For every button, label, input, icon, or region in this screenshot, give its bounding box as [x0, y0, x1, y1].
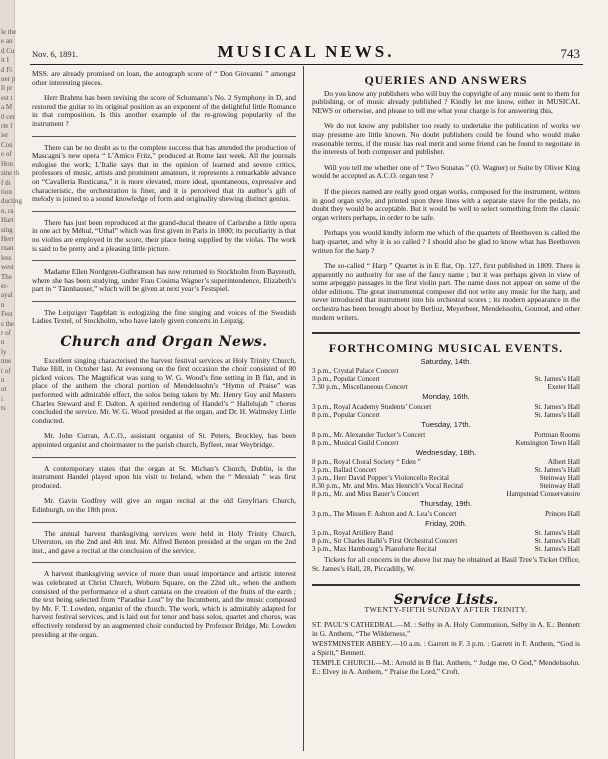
page-header [32, 43, 580, 65]
event-description: 3 p.m., Royal Artillery Band [312, 529, 393, 538]
divider [32, 457, 296, 458]
event-row [312, 529, 580, 537]
event-venue: St. James’s Hall [534, 375, 580, 384]
event-venue: Princes Hall [545, 509, 580, 518]
adjacent-page-line: er- [1, 281, 9, 290]
event-day-heading: Saturday, 14th. [420, 356, 472, 366]
adjacent-page-line: e an [1, 37, 13, 46]
event-day-heading: Friday, 20th. [425, 518, 467, 528]
adjacent-page-line: Fest [1, 310, 13, 319]
events-list [312, 358, 580, 554]
event-venue: Portman Rooms [534, 430, 580, 439]
adjacent-page-line: Hon [1, 159, 14, 168]
adjacent-page-line: ayal [1, 291, 13, 300]
paragraph: There can be no doubt as to the complete success that has attended the production of Mascagni’s new opera “ L’Amico Fritz,” produced at Rome last week. All the journals eulogise the work; L’Italie says that in the opinion of learned and severe critics, professors of music, artists and prominent amateurs, it represents a remarkable advance on “Cavalleria Rusticana,” it is more elevated, more ideal, spontaneous, expressive and characteristic, the orchestration is finer, and it is perceived that its author’s gift of melody is joined to a sound knowledge of form and originality shewing distinct genius. [32, 142, 296, 204]
adjacent-page-text [1, 28, 22, 414]
event-venue: St. James’s Hall [534, 529, 580, 538]
page-number: 743 [560, 46, 580, 61]
event-description: 7.30 p.m., Miscellaneous Concert [312, 383, 408, 392]
event-venue: St. James’s Hall [534, 411, 580, 420]
event-description: 3 p.m., Ballad Concert [312, 466, 377, 475]
event-row [312, 490, 580, 498]
adjacent-page-line: rte f [1, 122, 13, 131]
divider [32, 211, 296, 212]
service-subtitle: TWENTY-FIFTH SUNDAY AFTER TRINITY. [364, 605, 528, 615]
event-row [312, 367, 580, 375]
paragraph: A contemporary states that the organ at St. Michan’s Church, Dublin, is the instrument Handel played upon his visit to Ireland, when the “ Messiah ” was first produced. [32, 463, 296, 490]
issue-date: Nov. 6, 1891. [32, 49, 78, 59]
paragraph: MSS. are already promised on loan, the autograph score of “ Don Giovanni ” amongst other interesting pieces. [32, 69, 296, 87]
adjacent-page-line: sing [1, 225, 13, 234]
adjacent-page-line: 0 cer [1, 112, 15, 121]
event-row [312, 411, 580, 419]
adjacent-page-line: ts [1, 404, 6, 413]
adjacent-page-line: r of [1, 329, 11, 337]
event-day-heading: Monday, 16th. [422, 392, 470, 402]
event-venue: St. James’s Hall [534, 545, 580, 554]
event-row [312, 510, 580, 518]
divider [312, 584, 580, 586]
paragraph: The Leipziger Tageblatt is eulogizing the fine singing and voices of the Swedish Ladies Textel, of Stockholm, who have lately given concerts in Leipzig. [32, 307, 296, 326]
adjacent-page-line: n, ra [1, 206, 14, 215]
divider [32, 522, 296, 523]
adjacent-page-line: ut [1, 385, 7, 394]
event-row [312, 431, 580, 439]
event-row [312, 375, 580, 383]
divider [312, 332, 580, 334]
divider [32, 301, 296, 302]
adjacent-page-line: it I [1, 56, 9, 65]
event-venue: St. James’s Hall [534, 403, 580, 412]
adjacent-page-line: e of [1, 150, 12, 159]
paragraph: A harvest thanksgiving service of more than usual importance and artistic interest was celebrated at Christ Church, Woburn Square, on the 22nd ult., when the anthem consisted of the performance of a short cantata on the creation of the fruits of the earth ; the text being selected from “Paradise Lost” by the Incumbent, and the music composed by Mr. F. T. Lowden, organist of the church. The work, which is admirably adapted for harvest festival services, and is laid out for tenor and bass solos, quartet and chorus, was effectively rendered by an augmented choir conducted by Professor Bridge, Mr. Lowden presiding at the organ. [32, 569, 296, 639]
event-description: 8 p.m., Popular Concert [312, 411, 380, 420]
right-column [312, 70, 580, 677]
left-column [32, 70, 296, 646]
adjacent-page-line: ner p [1, 75, 16, 84]
event-description: 3 p.m., Royal Academy Students’ Concert [312, 403, 432, 412]
paragraph: Mr. Gavin Godfrey will give an organ recital at the old Greyfriars Church, Edinburgh, on the 18th prox. [32, 496, 296, 514]
tickets-note: Tickets for all concerts in the above list may be obtained at Basil Tree’s Ticket Office, St. James’s Hall, 28, Piccadilly, W. [312, 555, 580, 573]
event-venue: Steinway Hall [539, 482, 580, 491]
header-rule [30, 64, 583, 65]
event-row [312, 466, 580, 474]
adjacent-page-line: le the [1, 28, 17, 36]
event-description: 3 p.m., Crystal Palace Concert [312, 367, 399, 376]
event-venue: Albert Hall [547, 458, 580, 467]
section-title-queries: QUERIES AND ANSWERS [364, 73, 528, 87]
adjacent-page-line: less [1, 253, 12, 262]
event-description: 8 p.m., Musical Guild Concert [312, 438, 399, 447]
query: Perhaps you would kindly inform me which of the quartets of Beethoven is called the harp quartet, and why it is so called ? I should also be glad to know what has Beethoven written for the harp ? [312, 228, 580, 255]
event-description: 8 p.m., Royal Choral Society “ Eden ” [312, 458, 421, 467]
section-title-events: FORTHCOMING MUSICAL EVENTS. [328, 341, 564, 356]
adjacent-page-line: n [1, 338, 5, 347]
event-description: 3 p.m., Max Hambourg’s Pianoforte Recital [312, 545, 437, 554]
adjacent-page-line: n [1, 376, 5, 385]
service-entry: TEMPLE CHURCH.—M.: Arnold in B flat. Anthem, “ Judge me, O God,” Mendelssohn. E.: Elvey in A. Anthem, “ Praise the Lord,” Croft. [312, 657, 580, 676]
event-venue: St. James’s Hall [534, 466, 580, 475]
event-row [312, 439, 580, 447]
event-row [312, 545, 580, 553]
event-day-heading: Tuesday, 17th. [421, 420, 471, 430]
divider [32, 136, 296, 137]
adjacent-page-line: west [1, 263, 14, 272]
adjacent-page-line: ly [1, 347, 7, 356]
adjacent-page-line: ducting [1, 197, 22, 206]
event-venue: St. James’s Hall [534, 537, 580, 546]
adjacent-page-line: f th [1, 178, 11, 187]
event-description: 8 p.m., Mr. Alexander Tucker’s Concert [312, 430, 426, 439]
event-venue: Exeter Hall [547, 383, 580, 392]
event-venue: Steinway Hall [539, 474, 580, 483]
event-description: 8.30 p.m., Mr. and Mrs. Max Henrich’s Vocal Recital [312, 482, 464, 491]
query: Will you tell me whether one of “ Two Sonatas ” (O. Wagner) or Suite by Oliver King would be accepted as A.C.O. organ test ? [312, 162, 580, 181]
event-row [312, 474, 580, 482]
event-description: 3 p.m., Herr David Popper’s Violoncello Recital [312, 474, 450, 483]
column-divider [303, 66, 304, 751]
answer: We do not know any publisher too ready to undertake the publication of works we may presume are little known. No doubt publishers could be found who would make reasonable terms, if the music has real merit and some friend can be found to negotiate in the interests of both composer and publisher. [312, 121, 580, 157]
event-row [312, 537, 580, 545]
event-venue: Hampstead Conservatoire [506, 490, 580, 499]
paragraph: The annual harvest thanksgiving services were held in Holy Trinity Church, Ulverston, on the 2nd and 4th inst. Mr. Alfred Benton presided at the organ on the 2nd inst., and gave a recital at the conclusion of the service. [32, 528, 296, 555]
event-row [312, 383, 580, 391]
divider [32, 562, 296, 563]
answer: If the pieces named are really good organ works, composed for the instrument, written in good organ style, and printed upon three lines with a separate stave for the pedals, no doubt they would be acceptable. But it would be well to select something from the classic organ writers perhaps, in order to be safe. [312, 186, 580, 222]
adjacent-page-line: Con [1, 140, 13, 149]
adjacent-page-line: nne [1, 357, 12, 366]
event-day-heading: Wednesday, 18th. [415, 447, 477, 457]
adjacent-page-line: ier [1, 131, 9, 140]
event-venue: Kensington Town Hall [515, 438, 580, 447]
adjacent-page-line: est t [1, 93, 13, 102]
adjacent-page-line: d Fi [1, 65, 13, 74]
adjacent-page-line: d Cu [1, 46, 15, 55]
event-row [312, 403, 580, 411]
paragraph: There has just been reproduced at the grand-ducal theatre of Carlsruhe a little opera in one act by Méhul, “Uthal” which was first given in Paris in 1800; its peculiarity is that no violins are employed in the score, their place being supplied by the violas. The work is said to be pretty and a pleasing little picture. [32, 217, 296, 253]
paragraph: Madame Ellen Nordgren-Gulbranson has now returned to Stockholm from Bayreuth, where she has been studying, under Frau Cosima Wagner’s superintendence, Elizabeth’s part in “ Tännhauser,” which will be given at next year’s Festspiel. [32, 267, 296, 294]
adjacent-page-edge [0, 0, 22, 759]
event-row [312, 458, 580, 466]
adjacent-page-line: The [1, 272, 12, 281]
answer: The so-called “ Harp ” Quartet is in E flat, Op. 127, first published in 1809. There is apparently no authority for use of the fancy name ; but it was perhaps given in view of some arpeggio passages in the first violin part. The name does not appear on some of the older editions. The great instrumental composer did not write any music for the harp, and never introduced that instrument into his orchestral scores ; its modern appearance in the orchestra has been brought about by Berlioz, Meyerbeer, Mendelssohn, Gounod, and other modern writers. [312, 261, 580, 322]
event-description: 8 p.m., Mr. and Miss Bauer’s Concert [312, 490, 420, 499]
event-venue [576, 367, 580, 375]
adjacent-page-line: s the [1, 319, 15, 328]
adjacent-page-line: i [1, 394, 3, 403]
adjacent-page-line: a M [1, 103, 13, 112]
adjacent-page-line: sine th [1, 169, 20, 178]
adjacent-page-line: tion [1, 187, 12, 196]
adjacent-page-line: Herr [1, 234, 14, 243]
divider [32, 260, 296, 261]
event-description: 3 p.m., Popular Concert [312, 375, 380, 384]
paragraph: Mr. John Curran, A.C.O., assistant organist of St. Peters, Brockley, has been appointed organist and choirmaster to the parish church, Byfleet, near Weybridge. [32, 431, 296, 449]
adjacent-page-line: ll pr [1, 84, 13, 93]
event-day-heading: Thursday, 19th. [419, 499, 473, 509]
query: Do you know any publishers who will buy the copyright of any music sent to them for publishing, or of music already published ? Kindly let me know, either in MUSICAL NEWS or otherwise, and please to tell me what your charge is for answering this, [312, 88, 580, 115]
section-title-church-organ-news: Church and Organ News. [60, 334, 268, 351]
section-title-service-lists: Service Lists. [393, 591, 499, 608]
adjacent-page-line: n [1, 300, 5, 309]
adjacent-page-line: Hart [1, 216, 14, 225]
adjacent-page-line: rnan [1, 244, 14, 253]
masthead-title: MUSICAL NEWS. [217, 42, 395, 61]
paragraph: Herr Brahms has been revising the score of Schumann’s No. 2 Symphony in D, and restored the guitar to its original position as an exponent of the delightful little Romance in that composition. Is this another example of the re-growing popularity of the instrument ? [32, 93, 296, 128]
adjacent-page-line: t of [1, 366, 11, 375]
service-entry: ST. PAUL’S CATHEDRAL.—M. : Selby in A. Holy Communion, Selby in A. E.: Bennett in G. Anthem, “The Wilderness,” [312, 619, 580, 638]
event-description: 8 p.m., Sir Charles Hallé’s First Orchestral Concert [312, 537, 458, 546]
event-row [312, 482, 580, 490]
paragraph: Excellent singing characterised the harvest festival services at Holy Trinity Church, Tulse Hill, in October last. At evensong on the first occasion the choir consisted of 80 picked voices. The Magnificat was sung to W. G. Wood’s fine setting in B flat, and in place of the anthem the choral portion of Mendelssohn’s “Hymn of Praise” was performed with admirable effect, the solos being taken by Mr. Henry Guy and Masters Charles Steward and F. Dalton. A spirited rendering of Handel’s “ Hallelujah ” chorus concluded the service. Mr. W. G. Wood presided at the organ, and Dr. H. Walmsley Little conducted. [32, 355, 296, 425]
service-entry: WESTMINSTER ABBEY.—10 a.m. : Garrett in F. 3 p.m. : Garrett in F. Anthem, “God is a Spirit,” Bennett. [312, 638, 580, 657]
event-description: 3 p.m., The Misses F. Ashton and A. Lea’s Concert [312, 509, 457, 518]
